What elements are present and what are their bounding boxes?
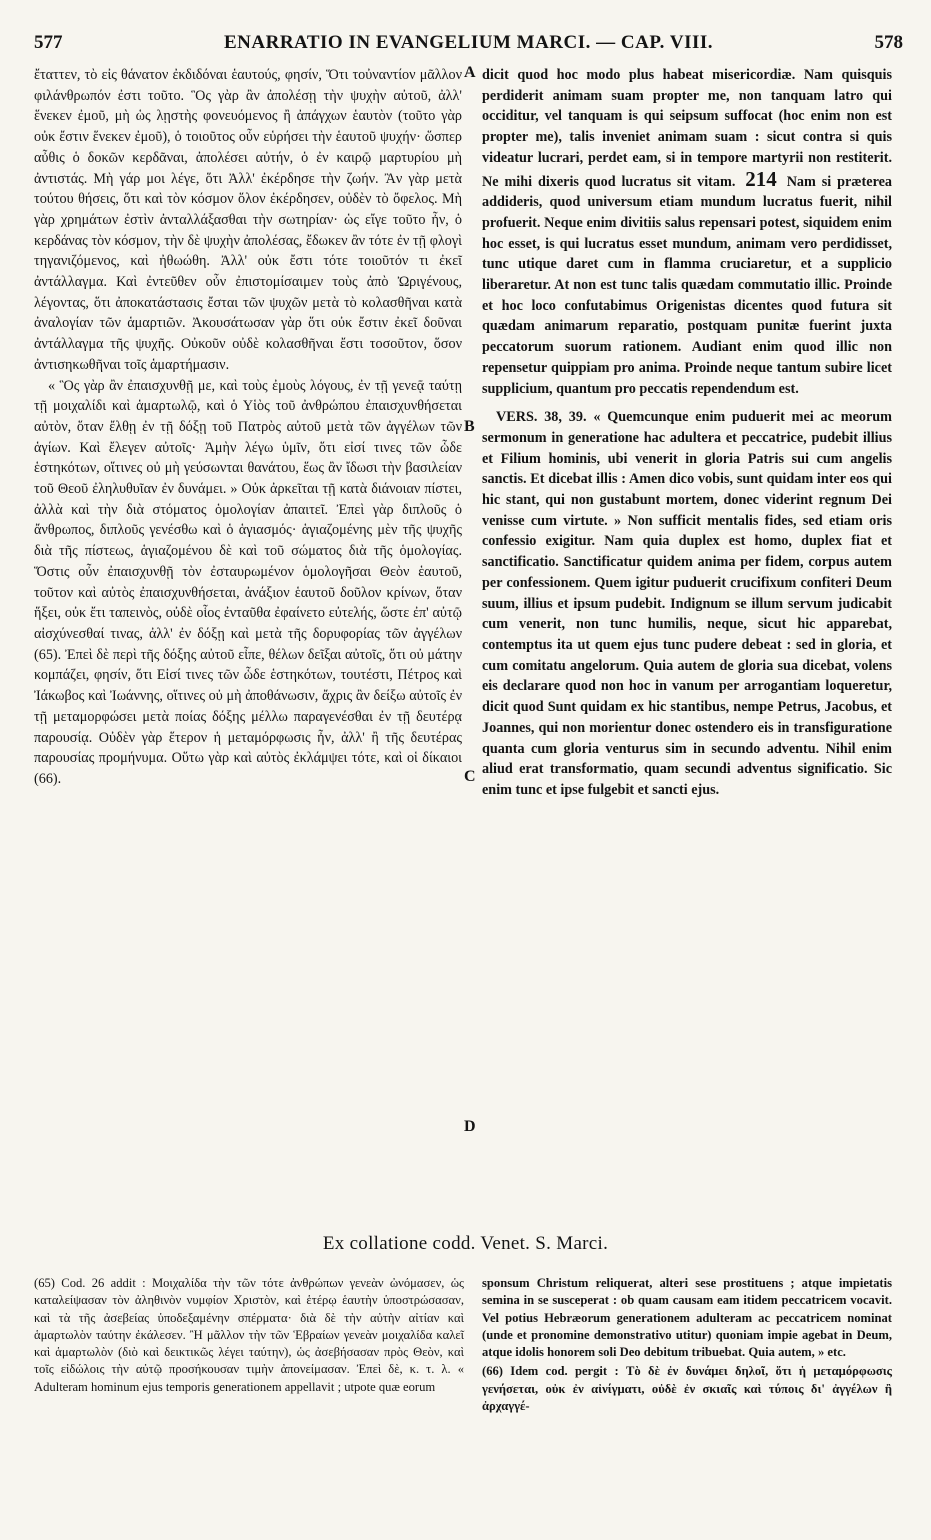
margin-marker-b: B [464, 418, 475, 435]
latin-paragraph-1-part-a: dicit quod hoc modo plus habeat misericordiæ. Nam quisquis perdiderit animam suam propter me, non tanquam latro qui occiditur, vel tanquam is qui seipsum suffocat (hoc enim non est propter me), talis inveniet animam suam : sicut contra si quis videatur lucrari, perdet eam, si in tempore martyrii non restiterit. Ne mihi dixeris quod lucratus sit vitam. [482, 67, 892, 190]
page-number-right: 578 [874, 32, 903, 53]
running-title: ENARRATIO IN EVANGELIUM MARCI. — CAP. VIII. [224, 32, 713, 53]
running-header [34, 32, 903, 58]
inline-page-number: 214 [745, 166, 777, 191]
footnote-65: (65) Cod. 26 addit : Μοιχαλίδα τὴν τῶν τότε ἀνθρώπων γενεὰν ὠνόμασεν, ὡς καταλείψασαν τὸν ἀληθινὸν νυμφίον Χριστὸν, καὶ ἑτέρῳ ἑαυτὴν ὑποστρώσασαν, καὶ τὰ τῆς ἀσεβείας ὑποδεξαμένην σπέρματα· διὰ δὲ τὴν αὐτὴν αἰτίαν καὶ ἁμαρτωλὸν ταύτην ἐκάλεσεν. Ἢ μᾶλλον τὴν τῶν Ἑβραίων γενεὰν μοιχαλίδα καλεῖ καὶ ἁμαρτωλὸν (διὸ καὶ δεικτικῶς λέγει ταύτην), ὡς ἀσεβήσασαν πρὸς Θεὸν, καὶ τοῖς εἰδώλοις τὴν αὐτῷ προσήκουσαν τιμὴν ἀπονείμασαν. Ἐπεὶ δὲ, κ. τ. λ. « Adulteram hominum ejus temporis generationem appellavit ; utpote quæ eorum [34, 1276, 464, 1394]
margin-marker-d: D [464, 1118, 476, 1135]
greek-column [34, 65, 462, 790]
footnote-66: (66) Idem cod. pergit : Τὸ δὲ ἐν δυνάμει δηλοῖ, ὅτι ἡ μεταμόρφωσις γενήσεται, οὐκ ἐν αἰνίγματι, οὐδὲ ἐν σκιαῖς καὶ τύποις δι' ἀγγέλων ἢ ἀρχαγγέ- [482, 1364, 892, 1414]
footnote-65-continued: sponsum Christum reliquerat, alteri sese prostituens ; atque impietatis semina in se susceperat : ob quam causam eam itidem peccatricem vocavit. Vel potius Hebræorum generationem adulteram ac peccatricem nominat (unde et pronomine demonstrativo utitur) quoniam impie agebat in Deum, atque idolis honorem soli Deo debitum tribuebat. Quia autem, » etc. [482, 1276, 892, 1360]
margin-marker-a: A [464, 64, 476, 81]
greek-paragraph-2: « Ὃς γὰρ ἂν ἐπαισχυνθῇ με, καὶ τοὺς ἐμοὺς λόγους, ἐν τῇ γενεᾷ ταύτῃ τῇ μοιχαλίδι καὶ ἁμαρτωλῷ, καὶ ὁ Υἱὸς τοῦ ἀνθρώπου ἐπαισχυνθήσεται αὐτὸν, ὅταν ἔλθῃ ἐν τῇ δόξῃ τοῦ Πατρὸς αὐτοῦ μετὰ τῶν ἀγγέλων τῶν ἁγίων. Καὶ ἔλεγεν αὐτοῖς· Ἀμὴν λέγω ὑμῖν, ὅτι εἰσί τινες τῶν ὧδε ἑστηκότων, οἵτινες οὐ μὴ γεύσωνται θανάτου, ἕως ἂν ἴδωσι τὴν βασιλείαν τοῦ Θεοῦ ἐληλυθυῖαν ἐν δυνάμει. » Οὐκ ἀρκεῖται τῇ κατὰ διάνοιαν πίστει, ἀλλὰ καὶ τὴν διὰ στόματος ὁμολογίαν ἀπαιτεῖ. Ἐπεὶ γὰρ διπλοῦς ὁ ἄνθρωπος, διπλοῦς γενέσθω καὶ ὁ ἁγιασμός· ἁγιαζομένης μὲν τῆς ψυχῆς διὰ τῆς πίστεως, ἁγιαζομένου δὲ καὶ τοῦ σώματος διὰ τῆς ὁμολογίας. Ὅστις οὖν ἐπαισχυνθῇ τὸν ἐσταυρωμένον ὁμολογῆσαι Θεὸν ἑαυτοῦ, τοῦτον καὶ αὐτὸς ἐπαισχυνθήσεται, ἀνάξιον ἑαυτοῦ δοῦλον κρίνων, ὅταν ἥξει, οὐκ ἔτι ταπεινὸς, οὐδὲ οἷος ἐνταῦθα ἐφαίνετο εὐτελής, ὥστε ἐπ' αὐτῷ αἰσχύνεσθαί τινας, ἀλλ' ἐν δόξῃ καὶ μετὰ τῆς δορυφορίας τῶν ἀγγέλων (65). Ἐπεὶ δὲ περὶ τῆς δόξης αὐτοῦ εἶπε, θέλων δεῖξαι αὐτοῖς, ὅτι οὐ μάτην κομπάζει, φησίν, ὅτι Εἰσί τινες τῶν ὧδε ἑστηκότων, τουτέστι, Πέτρος καὶ Ἰάκωβος καὶ Ἰωάννης, οἵτινες οὐ μὴ ἀποθάνωσιν, ἄχρις ἂν δείξω αὐτοῖς ἐν τῇ μεταμορφώσει μετὰ ποίας δόξης μέλλω παραγενέσθαι ἐν τῇ δευτέρᾳ παρουσίᾳ. Οὐδὲν γὰρ ἕτερον ἡ μεταμόρφωσις ἦν, ἀλλ' ἢ τῆς δευτέρας παρουσίας προμήνυμα. Οὕτω γὰρ καὶ αὐτὸς ἐκλάμψει τότε, καὶ οἱ δίκαιοι (66). [34, 377, 462, 787]
footnotes-left [34, 1275, 464, 1396]
latin-column [482, 65, 892, 801]
latin-paragraph-1-part-b: Nam si præterea addideris, quod universum etiam mundum lucratus fuerit, nihil profuerit. Neque enim divitiis salus repensari potest, siquidem enim hoc esset, is qui lucratus esset mundum, animam vero perdidisset, tunc utique daret cum in flamma cruciaretur, et a supplicio liberaretur. At non est tunc talis quædam commutatio illic. Proinde et hoc loco confutabimus Origenistas dicentes quod futura sit quædam animarum reparatio, postquam punitæ fuerint juxta peccatorum suorum rationem. Audiant enim quod illic non repensetur quippiam pro anima. Proinde neque tantum subire licet supplicium, quantum pro peccatis rependendum est. [482, 173, 893, 397]
margin-marker-c: C [464, 768, 476, 785]
greek-paragraph-1: ἔταττεν, τὸ εἰς θάνατον ἐκδιδόναι ἑαυτούς, φησίν, Ὅτι τοὐναντίον μᾶλλον φιλάνθρωπόν ἐστι τοῦτο. Ὃς γὰρ ἂν ἀπολέσῃ τὴν ψυχὴν αὐτοῦ, ἀλλ' ἕνεκεν ἐμοῦ, μὴ ὡς λῃστὴς φονευόμενος ἢ ἀπάγχων ἑαυτὸν (τοῦτο γὰρ οὐκ ἔστιν ἕνεκεν ἐμοῦ), ὁ τοιοῦτος οὖν εὑρήσει τὴν ἑαυτοῦ ψυχήν· ὥσπερ αὖθις ὁ δοκῶν κερδᾶναι, ἀπολέσει αὐτήν, ὁ ἐν καιρῷ μαρτυρίου μὴ ἀντιστάς. Μὴ γάρ μοι λέγε, ὅτι Ἀλλ' ἐκέρδησε τὴν ζωήν. Ἂν γὰρ μετὰ τούτου θήσεις, ὅτι καὶ τὸν κόσμον ὅλον ἐκέρδησεν, οὐδὲν τὸ ὄφελος. Μὴ γὰρ χρημάτων ἐστὶν ἀνταλλάξασθαι τὴν σωτηρίαν· ὡς εἴγε τοῦτο ἦν, ὁ κερδάνας τὸν κόσμον, τὴν δὲ ψυχὴν ἀπολέσας, ἔδωκεν ἂν τότε ἐν τῇ φλογὶ τηγανιζόμενος, καὶ ἠθωώθη. Ἀλλ' οὐκ ἔστι τότε τοιοῦτόν τι ἐκεῖ ἀντάλλαγμα. Καὶ ἐντεῦθεν οὖν ἐπιστομίσαιμεν τοὺς ἀπὸ Ὠριγένους, λέγοντας, ὅτι ἀποκατάστασις ἔσται τῶν ψυχῶν μετὰ τὸ κολασθῆναι κατὰ ἀναλογίαν τῶν ἁμαρτιῶν. Ἀκουσάτωσαν γὰρ ὅτι οὐκ ἔστιν ἐκεῖ δοῦναι ἀντάλλαγμα τῆς ψυχῆς. Οὐκοῦν οὐδὲ κολασθῆναι ἔστι τοσοῦτον, ὅσον ἀντισηκωθῆναι τοῖς ἁμαρτήμασιν. [34, 67, 462, 373]
collation-title: Ex collatione codd. Venet. S. Marci. [322, 1233, 609, 1254]
footnotes-right [482, 1275, 892, 1415]
page-number-left: 577 [34, 32, 63, 53]
latin-paragraph-1 [482, 65, 892, 399]
latin-paragraph-2: VERS. 38, 39. « Quemcunque enim puduerit mei ac meorum sermonum in generatione hac adultera et peccatrice, pudebit illius et Filium hominis, ubi venerit in gloria Patris sui cum angelis sanctis. Et dicebat illis : Amen dico vobis, sunt quidam inter eos qui hic stant, qui non gustabunt mortem, donec viderint regnum Dei venisse cum virtute. » Non sufficit mentalis fides, sed etiam oris confessio exigitur. Nam quia duplex est homo, duplex fiat et sanctificatio. Sanctificatur quidem anima per fidem, corpus autem per confessionem. Quem igitur puduerit crucifixum confiteri Deum suum, illius et ipsum pudebit. Indignum se illum servum judicabit cum venerit, non tunc humilis, neque, sicut hic apparebat, contemptus ita ut quem ejus tunc pudere debeat : sed in gloria, et cum comitatu angelorum. Quia autem de gloria sua dicebat, volens eis declarare quod non hoc in vanum per arrogantiam loqueretur, dicit quod Sunt quidam ex hic stantibus, nempe Petrus, Jacobus, et Joannes, qui non morientur donec ostendero eis in transfiguratione quanta cum gloria venturus sim in secundo adventu. Nihil enim aliud erat transformatio, quam secundi adventus significatio. Sic enim tunc et ipse fulgebit et sancti ejus. [482, 409, 892, 798]
